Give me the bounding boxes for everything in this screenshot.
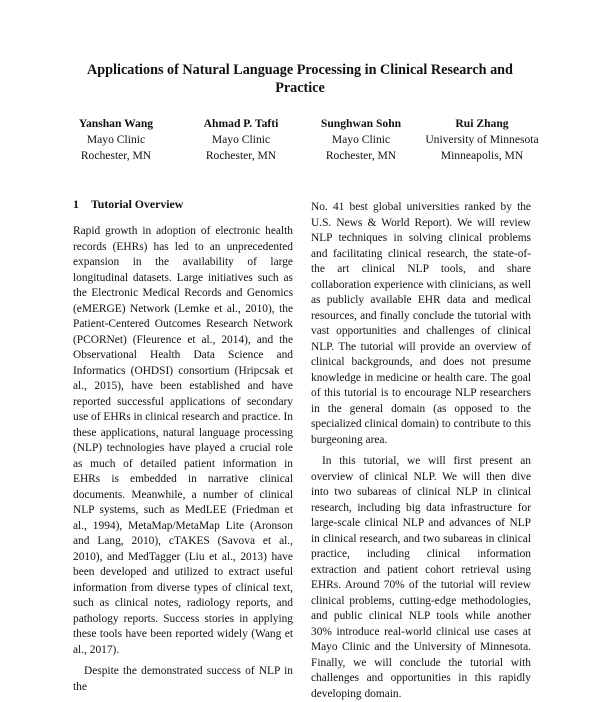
- paragraph: No. 41 best global universities ranked by the U.S. News & World Report). We will review NLP techniques in solving clinical problems and facilitating clinical research, the state-of-the art clinical NLP tools, and share collaboration experience with clinicians, as well as publicly available EHR data and medical resources, and finally conclude the tutorial with vast opportunities and challenges of clinical NLP. The tutorial will provide an overview of clinical backgrounds, and does not presume knowledge in medicine or health care. The goal of this tutorial is to encourage NLP researchers in the general domain (as opposed to the specialized clinical domain) to contribute to this burgeoning area.: [311, 201, 531, 446]
- paragraph: Despite the demonstrated success of NLP in the: [73, 665, 293, 693]
- right-column: [311, 200, 531, 702]
- paragraph: Rapid growth in adoption of electronic health records (EHRs) has led to an unprecedented expansion in the availability of large longitudinal datasets. Large initiatives such as the Electronic Medical Records and Genomics (eMERGE) Network (Lemke et al., 2010), the Patient-Centered Outcomes Research Network (PCORNet) (Fleurence et al., 2014), and the Observational Health Data Science and Informatics (OHDSI) consortium (Hripcsak et al., 2015), have been established and have reported successful applications of secondary use of EHRs in clinical research and practice. In these applications, natural language processing (NLP) technologies have played a crucial role as much of detailed patient information in EHRs is embedded in narrative clinical documents. Meanwhile, a number of clinical NLP systems, such as MedLEE (Friedman et al., 1994), MetaMap/MetaMap Lite (Aronson and Lang, 2010), cTAKES (Savova et al., 2010), and MedTagger (Liu et al., 2013) have been developed and utilized to extract useful information from diverse types of clinical text, such as clinical notes, radiology reports, and pathology reports. Success stories in applying these tools have been reported widely (Wang et al., 2017).: [73, 225, 293, 656]
- paragraph: In this tutorial, we will first present an overview of clinical NLP. We will then dive into two subareas of clinical NLP in clinical research, including big data infrastructure for large-scale clinical NLP and advances of NLP in clinical research, and two subareas in clinical practice, including clinical information extraction and patient cohort retrieval using EHRs. Around 70% of the tutorial will review clinical problems, cutting-edge methodologies, and public clinical NLP tools while another 30% introduce real-world clinical use cases at Mayo Clinic and the University of Minnesota. Finally, we will conclude the tutorial with challenges and opportunities in this rapidly developing domain.: [311, 455, 531, 700]
- author-1: [46, 116, 186, 164]
- author-4: [412, 116, 552, 164]
- author-location: Minneapolis, MN: [440, 149, 524, 162]
- author-2: [171, 116, 311, 164]
- author-affiliation: Mayo Clinic: [86, 133, 146, 146]
- author-location: Rochester, MN: [205, 149, 277, 162]
- author-3: [291, 116, 431, 164]
- author-name: Ahmad P. Tafti: [203, 117, 279, 130]
- author-affiliation: University of Minnesota: [425, 133, 539, 146]
- paper-title: Applications of Natural Language Processing in Clinical Research and Practice: [87, 62, 513, 96]
- author-name: Yanshan Wang: [78, 117, 154, 130]
- author-location: Rochester, MN: [325, 149, 397, 162]
- section-heading: [73, 196, 293, 212]
- author-affiliation: Mayo Clinic: [211, 133, 271, 146]
- author-name: Rui Zhang: [455, 117, 509, 130]
- section-number: 1: [73, 197, 79, 211]
- section-title: Tutorial Overview: [91, 197, 184, 211]
- author-location: Rochester, MN: [80, 149, 152, 162]
- author-name: Sunghwan Sohn: [320, 117, 402, 130]
- author-affiliation: Mayo Clinic: [331, 133, 391, 146]
- author-block: [0, 116, 600, 166]
- left-column: [73, 224, 293, 695]
